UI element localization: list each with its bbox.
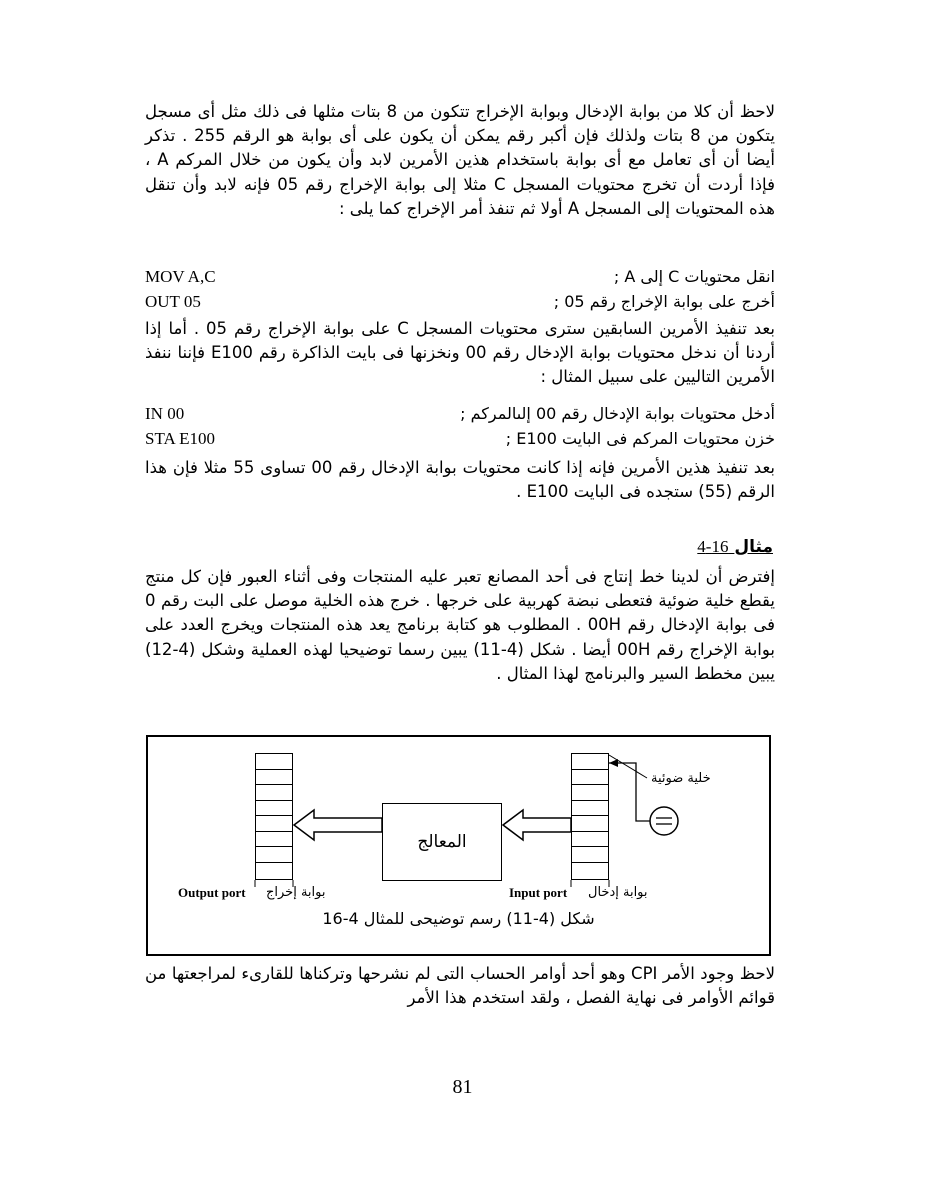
page-number: 81 xyxy=(452,1076,473,1098)
figure-caption: شكل (4-11) رسم توضيحى للمثال 4-16 xyxy=(322,909,595,928)
code-comment: أدخل محتويات بوابة الإدخال رقم 00 إلىالمركم ; xyxy=(460,404,775,423)
input-port-label-ar: بوابة إدخال xyxy=(588,885,648,900)
code-comment: انقل محتويات C إلى A ; xyxy=(613,267,775,286)
code-instruction: OUT 05 xyxy=(145,292,201,311)
output-port-label-ar: بوابة إخراج xyxy=(266,885,326,900)
paragraph-input-example: بعد تنفيذ الأمرين السابقين سترى محتويات المسجل C على بوابة الإخراج رقم 05 . أما إذا أردنا أن ندخل محتويات بوابة الإدخال رقم 00 ونخزنها فى بايت الذاكرة رقم E100 فإننا ننفذ الأمرين التاليين على سبيل المثال : xyxy=(145,319,775,387)
paragraph-example-description: إفترض أن لدينا خط إنتاج فى أحد المصانع تعبر عليه المنتجات وفى أثناء العبور فإن كل منتج يقطع خلية ضوئية فتعطى نبضة كهربية على خرجها . خرج هذه الخلية موصل على البت رقم 0 فى بوابة الإدخال رقم 00H . المطلوب هو كتابة برنامج يعد هذه المنتجات ويخرج العدد على بوابة الإخراج رقم 00H أيضا . شكل (4-11) يبين رسما توضيحيا لهذه العملية وشكل (4-12) يبين مخطط السير والبرنامج لهذا المثال . xyxy=(145,567,776,683)
code-line-mov xyxy=(145,267,775,291)
code-line-out xyxy=(145,292,775,316)
example-number: 16-4 xyxy=(697,537,729,556)
figure-diagram xyxy=(146,735,771,956)
photocell-wire xyxy=(609,763,650,821)
code-comment: أخرج على بوابة الإخراج رقم 05 ; xyxy=(553,292,775,311)
code-comment: خزن محتويات المركم فى البايت E100 ; xyxy=(505,429,775,448)
paragraph-ports-intro: لاحظ أن كلا من بوابة الإدخال وبوابة الإخراج تتكون من 8 بتات مثلها فى ذلك مثل أى مسجل يتكون من 8 بتات ولذلك فإن أكبر رقم يمكن أن يكون على أى بوابة هو الرقم 255 . تذكر أيضا أن أى تعامل مع أى بوابة باستخدام هذين الأمرين لابد وأن يكون من خلال المركم A ، فإذا أردت أن تخرج محتويات المسجل C مثلا إلى بوابة الإخراج رقم 05 فإنه لابد وأن تنقل هذه المحتويات إلى المسجل A أولا ثم تنفذ أمر الإخراج كما يلى : xyxy=(145,102,776,218)
example-label: مثال xyxy=(734,537,773,557)
arrow-to-output xyxy=(294,810,382,840)
processor-label: المعالج xyxy=(417,832,467,852)
paragraph-result: بعد تنفيذ هذين الأمرين فإنه إذا كانت محتويات بوابة الإدخال رقم 00 تساوى 55 مثلا فإن هذا الرقم (55) ستجده فى البايت E100 . xyxy=(145,458,775,502)
output-port-label-en: Output port xyxy=(178,885,246,900)
example-heading xyxy=(697,537,773,557)
code-instruction: IN 00 xyxy=(145,404,185,423)
code-line-in xyxy=(145,404,775,428)
input-port-label-en: Input port xyxy=(509,885,568,900)
arrow-to-processor xyxy=(503,810,571,840)
code-line-sta xyxy=(145,429,775,453)
paragraph-cpi-note: لاحظ وجود الأمر CPI وهو أحد أوامر الحساب التى لم نشرحها وتركناها للقارىء لمراجعتها من قوائم الأوامر فى نهاية الفصل ، ولقد استخدم هذا الأمر xyxy=(145,964,775,1008)
code-instruction: STA E100 xyxy=(145,429,215,448)
photocell-label: خلية ضوئية xyxy=(651,771,711,786)
photocell-icon xyxy=(650,807,678,835)
code-instruction: MOV A,C xyxy=(145,267,216,286)
